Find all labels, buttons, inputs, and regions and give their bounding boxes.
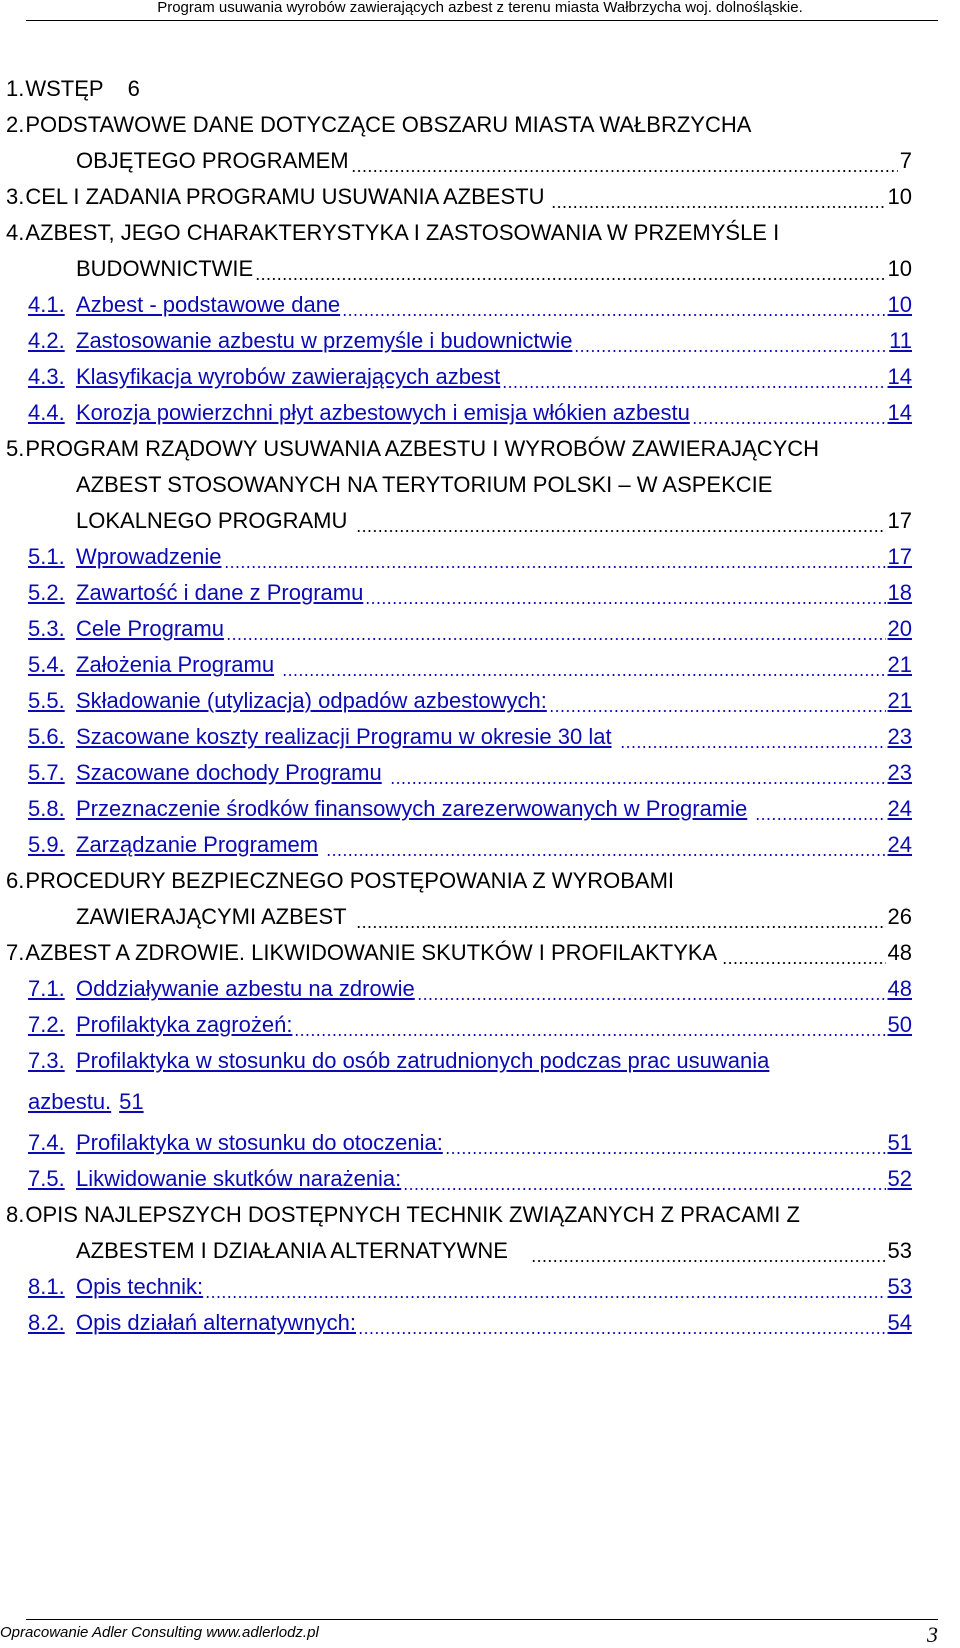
toc-entry-line xyxy=(6,112,912,142)
toc-entry-line xyxy=(6,220,912,250)
toc-entry-page: 53 xyxy=(887,1238,912,1263)
toc-entry-title: Likwidowanie skutków narażenia: xyxy=(76,1166,402,1191)
toc-entry-number: 5.4. xyxy=(28,652,65,677)
header-rule xyxy=(26,20,938,21)
toc-entry-title: Opis działań alternatywnych: xyxy=(76,1310,357,1335)
toc-entry-number: 8.2. xyxy=(28,1310,65,1335)
toc-entry-page: 6 xyxy=(127,76,140,101)
toc-entry-title: CEL I ZADANIA PROGRAMU USUWANIA AZBESTU xyxy=(25,184,545,209)
toc-entry-number: 5.1. xyxy=(28,544,65,569)
toc-entry-page: 21 xyxy=(887,652,912,677)
toc-entry-page: 23 xyxy=(887,724,912,749)
toc-entry-number: 7.1. xyxy=(28,976,65,1001)
toc-entry-page: 54 xyxy=(887,1310,912,1335)
toc-subentry-line[interactable] xyxy=(28,796,912,826)
toc-leader-dots xyxy=(351,170,898,172)
toc-subentry-line[interactable] xyxy=(28,760,912,790)
toc-entry-line xyxy=(76,508,912,538)
toc-entry-page: 20 xyxy=(887,616,912,641)
toc-entry-title: AZBESTEM I DZIAŁANIA ALTERNATYWNE xyxy=(76,1238,508,1263)
toc-leader-dots xyxy=(358,1332,886,1334)
toc-subentry-line[interactable] xyxy=(28,688,912,718)
toc-entry-page: 23 xyxy=(887,760,912,785)
toc-entry-title: Zawartość i dane z Programu xyxy=(76,580,364,605)
toc-entry-title: PROGRAM RZĄDOWY USUWANIA AZBESTU I WYROBÓW ZAWIERAJĄCYCH xyxy=(25,436,820,461)
toc-subentry-line[interactable] xyxy=(28,1166,912,1196)
toc-leader-dots xyxy=(531,1260,886,1262)
toc-entry-page: 14 xyxy=(887,364,912,389)
toc-entry-page: 24 xyxy=(887,796,912,821)
toc-leader-dots xyxy=(326,854,885,856)
toc-leader-dots xyxy=(722,962,885,964)
toc-subentry-line[interactable] xyxy=(28,580,912,610)
toc-entry-number: 5. xyxy=(6,436,25,461)
toc-entry-title: WSTĘP xyxy=(25,76,104,101)
toc-entry-number: 7.2. xyxy=(28,1012,65,1037)
toc-leader-dots xyxy=(445,1152,886,1154)
toc-subentry-line[interactable] xyxy=(28,652,912,682)
toc-entry-page: 17 xyxy=(887,544,912,569)
toc-entry-number: 4.4. xyxy=(28,400,65,425)
toc-entry-page: 51 xyxy=(119,1089,144,1114)
toc-entry-number: 7.5. xyxy=(28,1166,65,1191)
toc-entry-number: 4.1. xyxy=(28,292,65,317)
toc-entry-number: 8. xyxy=(6,1202,25,1227)
toc-entry-page: 51 xyxy=(887,1130,912,1155)
toc-subentry-line[interactable] xyxy=(28,1089,912,1119)
toc-entry-line xyxy=(6,868,912,898)
toc-entry-title: Profilaktyka zagrożeń: xyxy=(76,1012,293,1037)
toc-subentry-line[interactable] xyxy=(28,400,912,430)
toc-entry-number: 7.4. xyxy=(28,1130,65,1155)
toc-entry-line xyxy=(76,904,912,934)
toc-entry-title: ZAWIERAJĄCYMI AZBEST xyxy=(76,904,347,929)
footer-rule xyxy=(26,1619,938,1620)
toc-entry-page: 52 xyxy=(887,1166,912,1191)
toc-entry-title: Zastosowanie azbestu w przemyśle i budownictwie xyxy=(76,328,573,353)
toc-entry-title: Oddziaływanie azbestu na zdrowie xyxy=(76,976,415,1001)
toc-entry-title: AZBEST, JEGO CHARAKTERYSTYKA I ZASTOSOWANIA W PRZEMYŚLE I xyxy=(25,220,780,245)
toc-entry-title: LOKALNEGO PROGRAMU xyxy=(76,508,348,533)
toc-leader-dots xyxy=(574,350,887,352)
toc-entry-number: 8.1. xyxy=(28,1274,65,1299)
toc-leader-dots xyxy=(551,206,886,208)
toc-entry-page: 53 xyxy=(887,1274,912,1299)
toc-leader-dots xyxy=(205,1296,885,1298)
toc-leader-dots xyxy=(226,638,886,640)
toc-leader-dots xyxy=(342,314,885,316)
toc-entry-number: 6. xyxy=(6,868,25,893)
toc-leader-dots xyxy=(390,782,886,784)
toc-entry-number: 3. xyxy=(6,184,25,209)
toc-entry-page: 48 xyxy=(887,976,912,1001)
toc-entry-page: 7 xyxy=(899,148,912,173)
toc-entry-title: BUDOWNICTWIE xyxy=(76,256,254,281)
toc-subentry-line[interactable] xyxy=(28,616,912,646)
toc-entry-title: AZBEST A ZDROWIE. LIKWIDOWANIE SKUTKÓW I PROFILAKTYKA xyxy=(25,940,718,965)
toc-subentry-line[interactable] xyxy=(28,724,912,754)
toc-entry-title: Profilaktyka w stosunku do otoczenia: xyxy=(76,1130,443,1155)
toc-leader-dots xyxy=(356,926,886,928)
toc-entry-number: 4.3. xyxy=(28,364,65,389)
toc-entry-page: 48 xyxy=(887,940,912,965)
toc-entry-page: 14 xyxy=(887,400,912,425)
toc-subentry-line[interactable] xyxy=(28,832,912,862)
toc-leader-dots xyxy=(294,1034,885,1036)
toc-leader-dots xyxy=(502,386,885,388)
toc-entry-number: 5.3. xyxy=(28,616,65,641)
toc-entry-title: Założenia Programu xyxy=(76,652,275,677)
toc-entry-title: Przeznaczenie środków finansowych zarezerwowanych w Programie xyxy=(76,796,748,821)
toc-entry-line xyxy=(76,1238,912,1268)
footer-page-number: 3 xyxy=(927,1622,938,1647)
toc-entry-number: 5.9. xyxy=(28,832,65,857)
toc-entry-number: 5.6. xyxy=(28,724,65,749)
toc-entry-title: AZBEST STOSOWANYCH NA TERYTORIUM POLSKI – W ASPEKCIE xyxy=(76,472,773,497)
toc-leader-dots xyxy=(620,746,886,748)
toc-leader-dots xyxy=(549,710,886,712)
toc-leader-dots xyxy=(755,818,885,820)
toc-leader-dots xyxy=(356,530,886,532)
toc-subentry-line[interactable] xyxy=(28,1130,912,1160)
toc-entry-page: 50 xyxy=(887,1012,912,1037)
toc-entry-title: Azbest - podstawowe dane xyxy=(76,292,341,317)
toc-entry-page: 10 xyxy=(887,292,912,317)
toc-entry-title: azbestu. xyxy=(28,1089,112,1114)
toc-leader-dots xyxy=(365,602,885,604)
toc-subentry-line[interactable] xyxy=(28,1274,912,1304)
toc-entry-page: 10 xyxy=(887,184,912,209)
toc-leader-dots xyxy=(282,674,885,676)
toc-leader-dots xyxy=(692,422,886,424)
toc-entry-title: Cele Programu xyxy=(76,616,224,641)
toc-entry-line xyxy=(6,436,912,466)
toc-subentry-line[interactable] xyxy=(28,364,912,394)
toc-entry-title: Opis technik: xyxy=(76,1274,204,1299)
toc-leader-dots xyxy=(224,566,886,568)
toc-entry-title: Profilaktyka w stosunku do osób zatrudnionych podczas prac usuwania xyxy=(76,1048,770,1073)
toc-entry-line xyxy=(6,184,912,214)
toc-entry-title: OPIS NAJLEPSZYCH DOSTĘPNYCH TECHNIK ZWIĄZANYCH Z PRACAMI Z xyxy=(25,1202,800,1227)
toc-subentry-line[interactable] xyxy=(28,976,912,1006)
toc-entry-line xyxy=(6,940,912,970)
toc-entry-title: Szacowane koszty realizacji Programu w okresie 30 lat xyxy=(76,724,612,749)
toc-entry-title: Składowanie (utylizacja) odpadów azbestowych: xyxy=(76,688,547,713)
toc-subentry-line[interactable] xyxy=(28,328,912,358)
toc-entry-number: 5.8. xyxy=(28,796,65,821)
toc-entry-number: 4. xyxy=(6,220,25,245)
toc-entry-page: 18 xyxy=(887,580,912,605)
toc-subentry-line[interactable] xyxy=(28,1310,912,1340)
toc-entry-number: 5.7. xyxy=(28,760,65,785)
toc-leader-dots xyxy=(255,278,885,280)
toc-entry-title: Szacowane dochody Programu xyxy=(76,760,382,785)
toc-entry-line xyxy=(76,472,912,502)
toc-entry-number: 4.2. xyxy=(28,328,65,353)
toc-leader-dots xyxy=(417,998,886,1000)
toc-entry-page: 11 xyxy=(889,328,912,353)
toc-entry-title: Wprowadzenie xyxy=(76,544,222,569)
toc-leader-dots xyxy=(403,1188,885,1190)
toc-entry-title: PODSTAWOWE DANE DOTYCZĄCE OBSZARU MIASTA WAŁBRZYCHA xyxy=(25,112,752,137)
toc-entry-number: 2. xyxy=(6,112,25,137)
toc-entry-number: 1. xyxy=(6,76,25,101)
toc-entry-title: OBJĘTEGO PROGRAMEM xyxy=(76,148,349,173)
toc-entry-page: 26 xyxy=(887,904,912,929)
toc-entry-page: 17 xyxy=(887,508,912,533)
footer-credit: Opracowanie Adler Consulting www.adlerlodz.pl xyxy=(0,1624,319,1641)
toc-subentry-line[interactable] xyxy=(28,544,912,574)
toc-entry-line xyxy=(6,76,912,106)
toc-entry-number: 7. xyxy=(6,940,25,965)
toc-entry-title: Korozja powierzchni płyt azbestowych i emisja włókien azbestu xyxy=(76,400,690,425)
toc-entry-line xyxy=(76,256,912,286)
running-header xyxy=(0,0,960,28)
toc-entry-page: 10 xyxy=(887,256,912,281)
toc-entry-line xyxy=(76,148,912,178)
toc-entry-number: 5.5. xyxy=(28,688,65,713)
toc-entry-page: 24 xyxy=(887,832,912,857)
header-title: Program usuwania wyrobów zawierających azbest z terenu miasta Wałbrzycha woj. dolnośląskie. xyxy=(157,0,803,16)
toc-subentry-line[interactable] xyxy=(28,1048,912,1078)
toc-entry-line xyxy=(6,1202,912,1232)
toc-entry-title: PROCEDURY BEZPIECZNEGO POSTĘPOWANIA Z WYROBAMI xyxy=(25,868,675,893)
toc-entry-page: 21 xyxy=(887,688,912,713)
toc-entry-number: 7.3. xyxy=(28,1048,65,1073)
toc-entry-title: Zarządzanie Programem xyxy=(76,832,319,857)
toc-subentry-line[interactable] xyxy=(28,292,912,322)
toc-entry-title: Klasyfikacja wyrobów zawierających azbest xyxy=(76,364,501,389)
toc-entry-number: 5.2. xyxy=(28,580,65,605)
toc-subentry-line[interactable] xyxy=(28,1012,912,1042)
